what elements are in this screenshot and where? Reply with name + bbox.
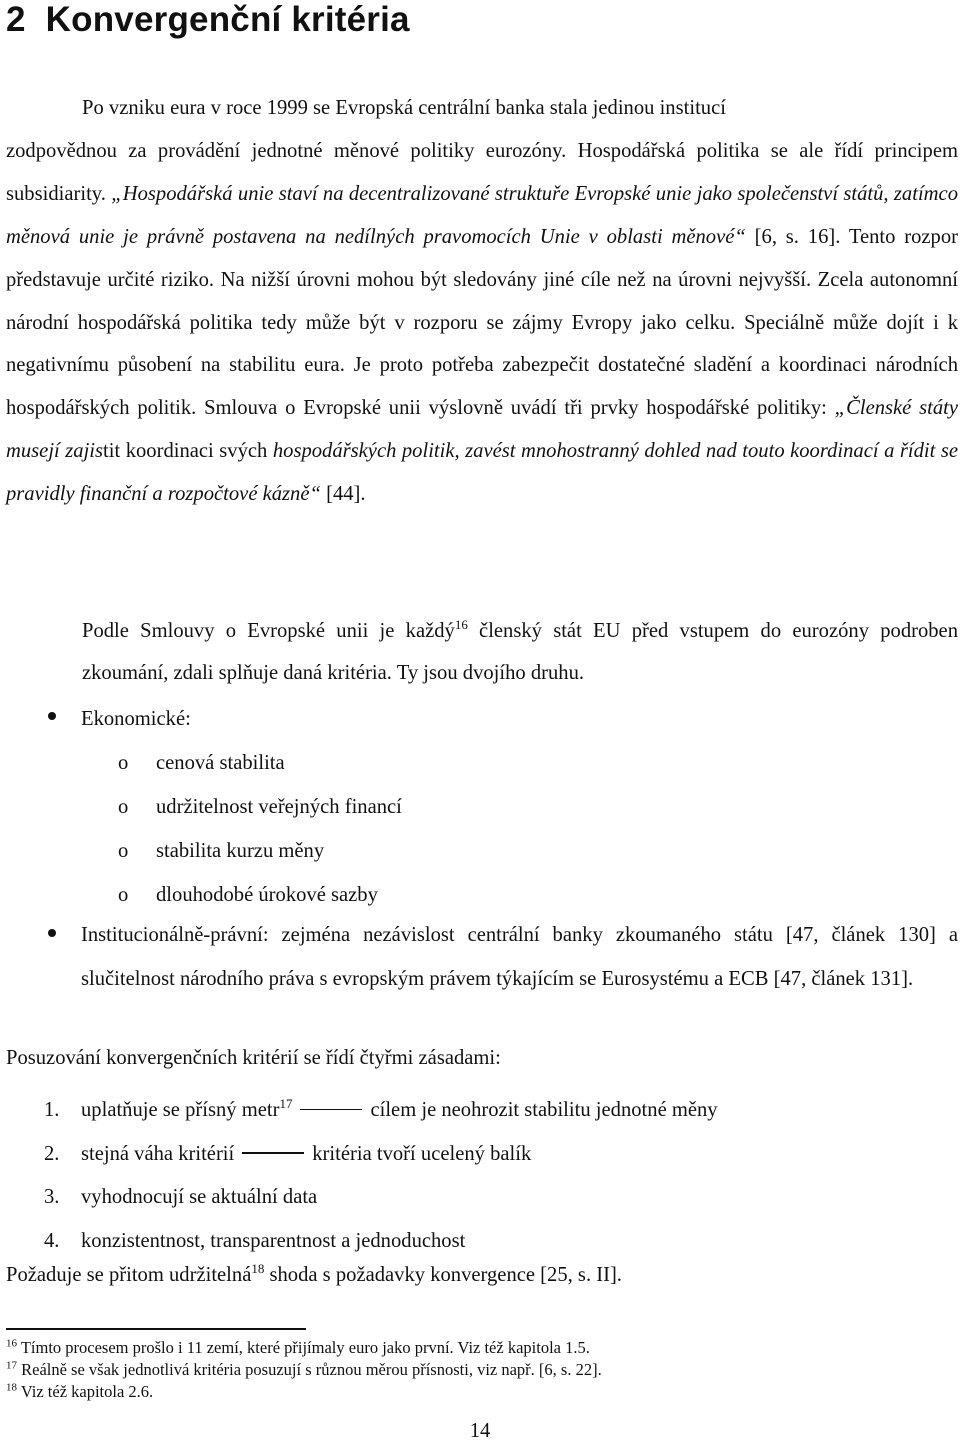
paragraph-text: zodpovědnou za provádění jednotné měnové politiky eurozóny. Hospodářská politika se ale řídí principem subsidiarity.	[6, 139, 958, 205]
list-item: 3. vyhodnocují se aktuální data	[44, 1186, 318, 1208]
paragraph-line: Po vzniku eura v roce 1999 se Evropská centrální banka stala jedinou institucí	[82, 97, 726, 119]
list-item: o udržitelnost veřejných financí	[118, 796, 402, 818]
quotation: „Členské státy musejí zajis	[6, 397, 958, 463]
quotation: „Hospodářská unie staví na decentralizované struktuře Evropské unie jako společenství států, zatímco měnová unie je právně postavena na nedílných pravomocích Unie v oblasti měnové“	[6, 182, 958, 248]
paragraph-text: členský stát EU před vstupem do eurozóny podroben zkoumání, zdali splňuje daná kritéria. Ty jsou dvojího druhu.	[82, 620, 958, 684]
list-item: o dlouhodobé úrokové sazby	[118, 884, 378, 906]
em-dash	[300, 1109, 362, 1111]
bullet-label: Ekonomické:	[81, 708, 191, 730]
list-item: 4. konzistentnost, transparentnost a jednoduchost	[44, 1229, 466, 1252]
footnote-ref: 17	[279, 1096, 293, 1112]
footnote: $^{18}$ Viz též kapitola 2.6.	[6, 1381, 154, 1401]
footnotes	[6, 1337, 958, 1403]
em-dash	[242, 1152, 304, 1154]
list-item: 1. uplatňuje se přísný metr$^{17}$ cílem je neohrozit stabilitu jednotné měny	[44, 1096, 718, 1121]
principles-intro: Posuzování konvergenčních kritérií se řídí čtyřmi zásadami:	[6, 1047, 501, 1069]
chapter-number: 2	[6, 0, 26, 39]
bullet-item	[6, 697, 958, 917]
bullet-institutional	[6, 914, 958, 1001]
list-item: 2. stejná váha kritérií kritéria tvoří ucelený balík	[44, 1142, 532, 1165]
paragraph-text: Podle Smlouvy o Evropské unii je každý	[82, 620, 455, 642]
quotation: hospodářských politik, zavést mnohostranný dohled nad touto koordinací a řídit se pravidly finanční a rozpočtové kázně“	[6, 440, 959, 506]
bullet-economic	[6, 697, 958, 917]
paragraph-text: tit koordinaci svých	[103, 440, 273, 463]
footnote-ref: 16	[454, 617, 468, 633]
footnote: $^{16}$ Tímto procesem prošlo i 11 zemí, které přijímaly euro jako první. Viz též kapitola 1.5.	[6, 1337, 590, 1357]
footnote-ref: 18	[251, 1261, 265, 1277]
footnote-separator	[6, 1328, 306, 1330]
page-number: 14	[469, 1420, 491, 1442]
list-item: o stabilita kurzu měny	[118, 840, 325, 862]
chapter-title: Konvergenční kritéria	[45, 0, 410, 39]
economic-criteria-list	[81, 741, 958, 917]
paragraph-subsidiarity	[6, 87, 958, 516]
closing-sentence: Požaduje se přitom udržitelná$^{18}$ shoda s požadavky konvergence [25, s. II].	[6, 1261, 622, 1286]
bullet-item: Institucionálně-právní: zejména nezávislost centrální banky zkoumaného státu [47, článek 130] a slučitelnost národního práva s evropským právem týkajícím se Eurosystému a ECB [47, článek 131].	[6, 914, 958, 1001]
paragraph-criteria-intro	[6, 610, 958, 694]
list-item: o cenová stabilita	[118, 752, 285, 774]
footnote: $^{17}$ Reálně se však jednotlivá kritéria posuzují s různou měrou přísnosti, viz např. [6, s. 22].	[6, 1359, 602, 1379]
citation: [44].	[320, 483, 366, 506]
principles-list	[6, 1089, 958, 1263]
paragraph-text: [6, s. 16]. Tento rozpor představuje určité riziko. Na nižší úrovni mohou být sledovány jiné cíle než na úrovni nejvyšší. Zcela autonomní národní hospodářská politika tedy může být v rozporu se zájmy Evropy jako celku. Speciálně může dojít i k negativnímu působení na stabilitu eura. Je proto potřeba zabezpečit dostatečné sladění a koordinaci národních hospodářských politik. Smlouva o Evropské unii výslovně uvádí tři prvky hospodářské politiky:	[6, 225, 958, 420]
chapter-heading	[6, 0, 956, 42]
